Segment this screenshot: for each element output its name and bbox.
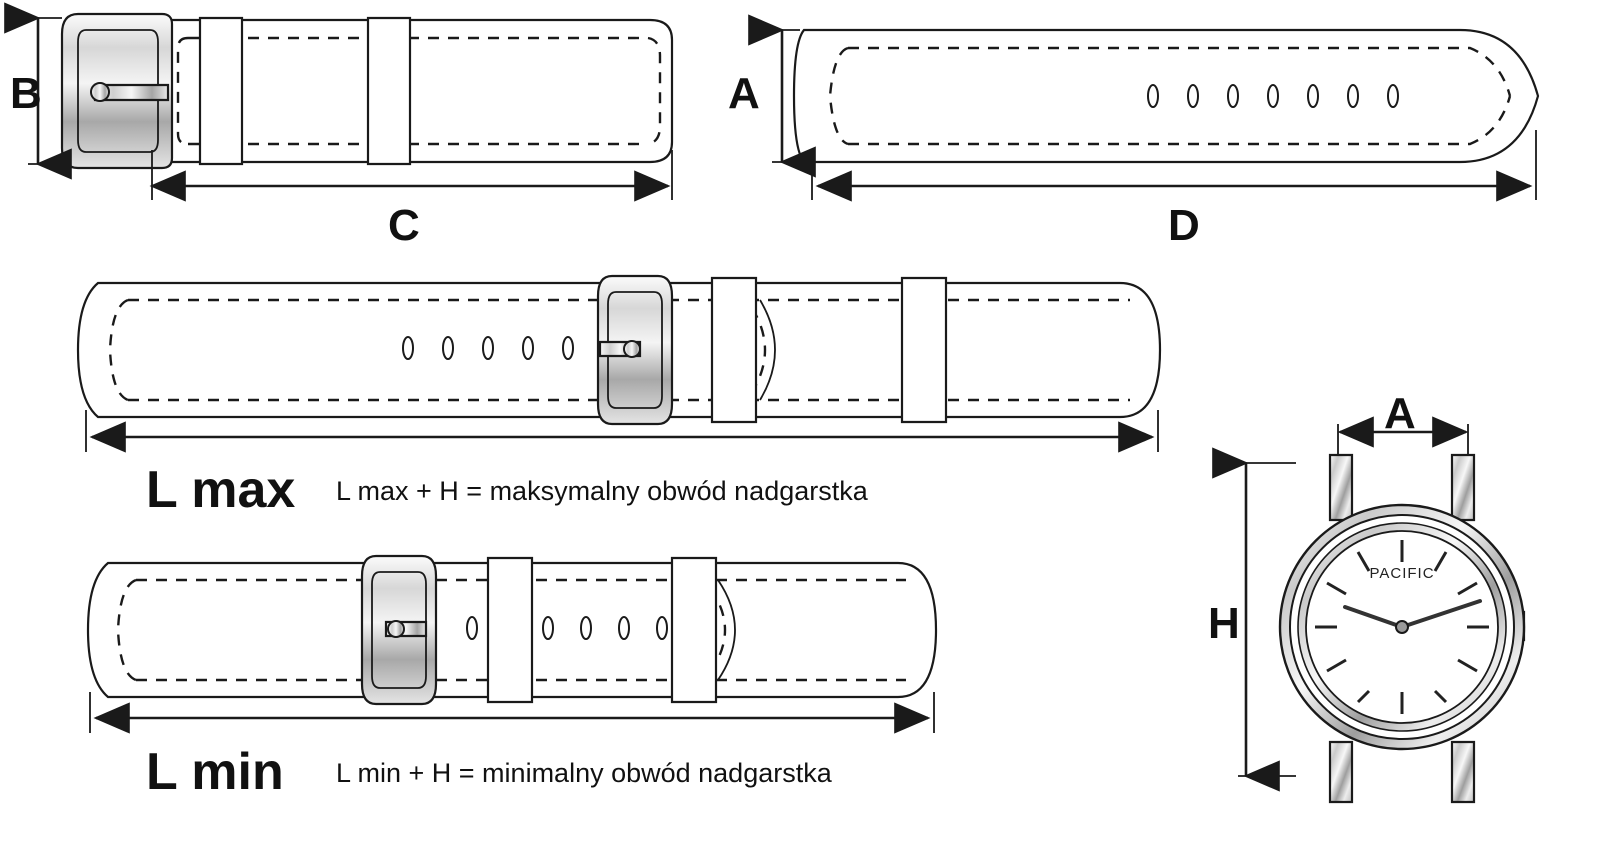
label-a-watch: A	[1384, 389, 1416, 438]
label-h: H	[1208, 599, 1240, 648]
strap-buckle-end-group	[28, 14, 672, 200]
strap-lmin-group	[88, 556, 936, 733]
label-a-top: A	[728, 69, 760, 118]
strap-tip-end-group	[772, 30, 1538, 200]
note-l-max: L max + H = maksymalny obwód nadgarstka	[336, 476, 868, 506]
label-c: C	[388, 201, 420, 250]
watch-group	[1238, 424, 1524, 802]
label-l-min: L min	[146, 743, 284, 801]
label-b: B	[10, 69, 42, 118]
note-l-min: L min + H = minimalny obwód nadgarstka	[336, 758, 832, 788]
label-l-max: L max	[146, 461, 296, 519]
label-d: D	[1168, 201, 1200, 250]
watch-brand-text: PACIFIC	[1369, 565, 1435, 582]
strap-lmax-group	[78, 276, 1160, 452]
